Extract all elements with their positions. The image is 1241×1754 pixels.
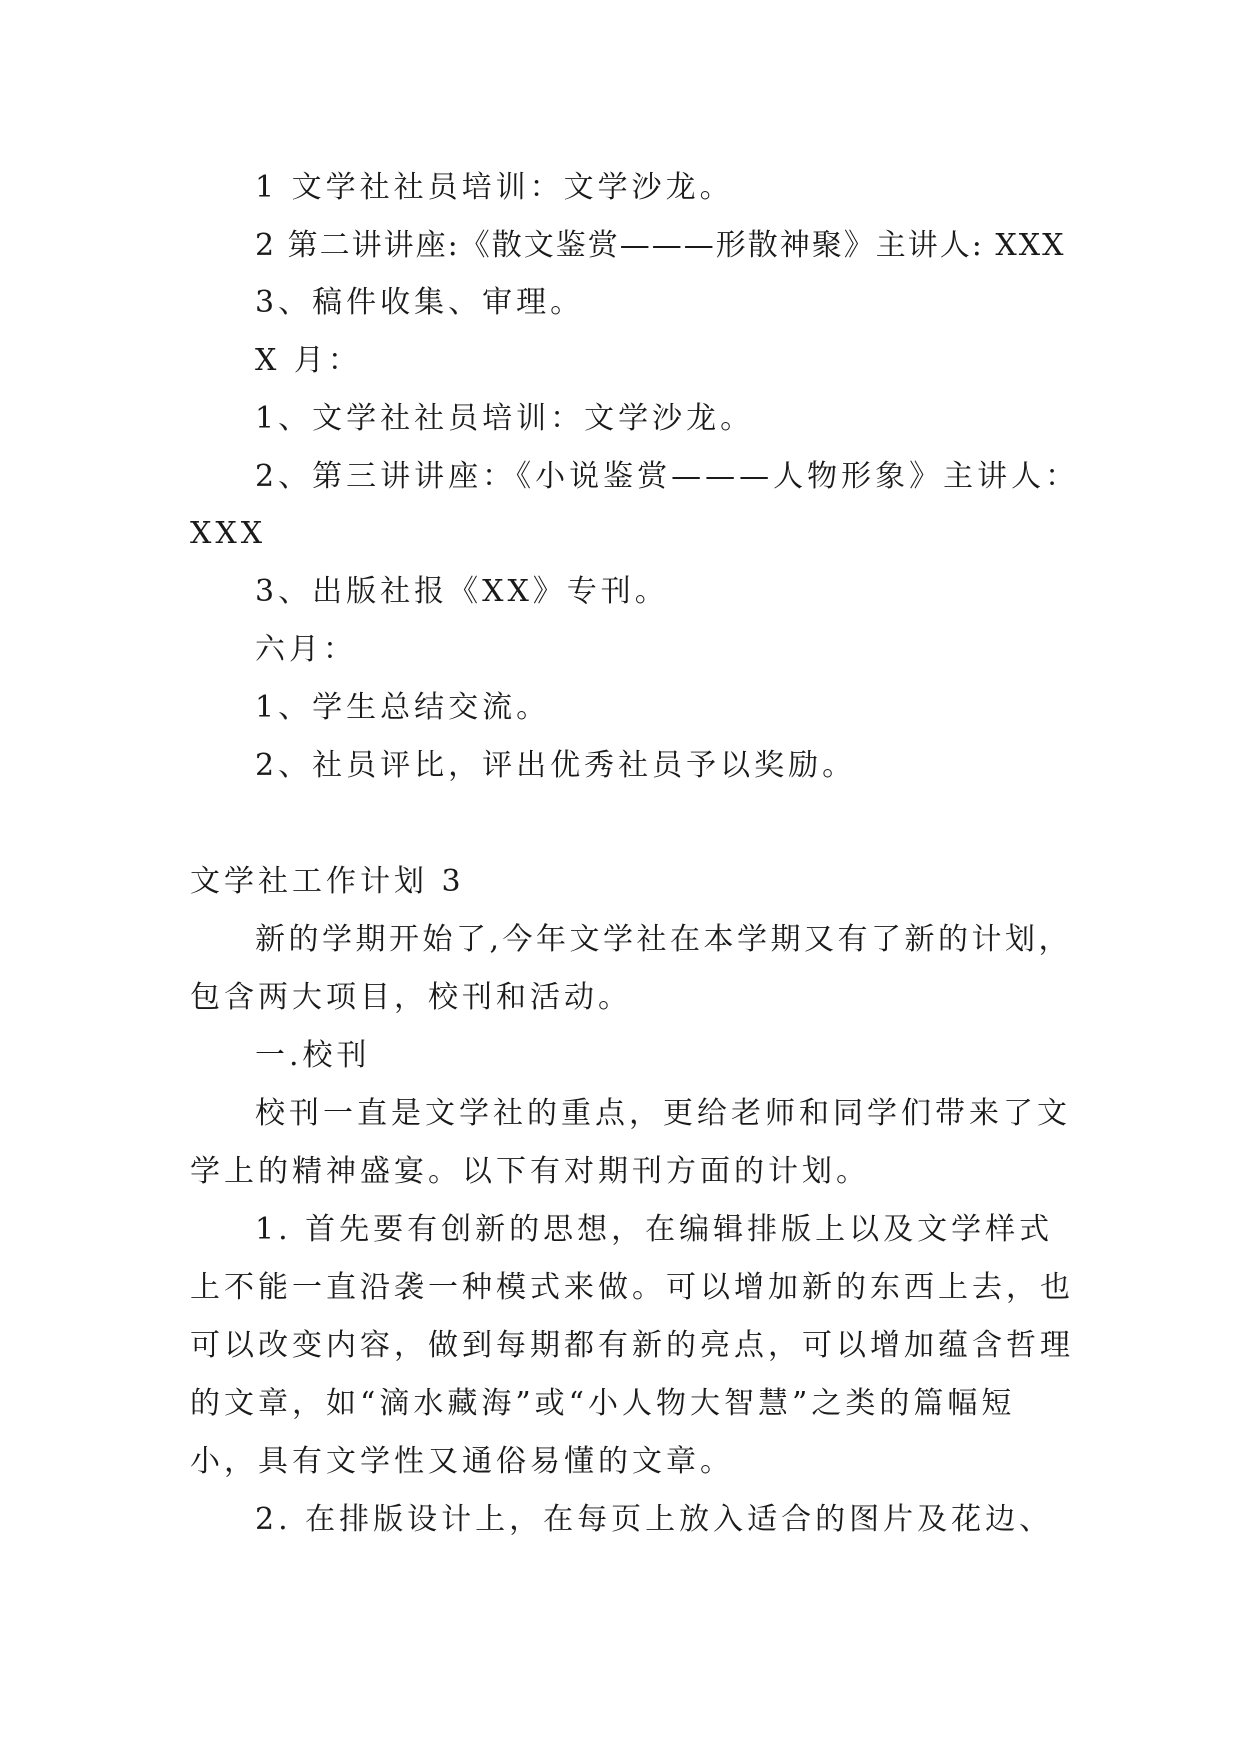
- text-line: 包含两大项目，校刊和活动。: [190, 980, 632, 1015]
- text-line: 2 第二讲讲座:《散文鉴赏———形散神聚》主讲人: XXX: [255, 228, 1066, 263]
- text-line: 校刊一直是文学社的重点，更给老师和同学们带来了文: [255, 1096, 1071, 1131]
- text-line: 1、文学社社员培训：文学沙龙。: [255, 401, 755, 436]
- text-line: 2、社员评比，评出优秀社员予以奖励。: [255, 748, 857, 783]
- text-line: 2. 在排版设计上，在每页上放入适合的图片及花边、: [255, 1502, 1054, 1537]
- text-line: 六月：: [255, 632, 357, 667]
- text-line: 1. 首先要有创新的思想，在编辑排版上以及文学样式: [255, 1212, 1054, 1247]
- text-line: X 月：: [255, 343, 362, 378]
- text-line: XXX: [190, 516, 267, 551]
- text-line: 学上的精神盛宴。以下有对期刊方面的计划。: [190, 1154, 870, 1189]
- text-line: 上不能一直沿袭一种模式来做。可以增加新的东西上去，也: [190, 1270, 1074, 1305]
- text-line: 1、学生总结交流。: [255, 690, 551, 725]
- section-heading: 文学社工作计划 3: [190, 864, 465, 899]
- text-line: 1 文学社社员培训：文学沙龙。: [255, 170, 734, 205]
- text-line: 的文章，如“滴水藏海”或“小人物大智慧”之类的篇幅短: [190, 1386, 1016, 1421]
- text-line: 可以改变内容，做到每期都有新的亮点，可以增加蕴含哲理: [190, 1328, 1074, 1363]
- text-line: 小，具有文学性又通俗易懂的文章。: [190, 1444, 734, 1479]
- text-line: 2、第三讲讲座：《小说鉴赏———人物形象》主讲人：: [255, 459, 1080, 494]
- text-line: 一.校刊: [255, 1038, 371, 1073]
- text-line: 3、出版社报《XX》专刊。: [255, 574, 669, 609]
- text-line: 新的学期开始了,今年文学社在本学期又有了新的计划，: [255, 922, 1073, 957]
- text-line: 3、稿件收集、审理。: [255, 285, 585, 320]
